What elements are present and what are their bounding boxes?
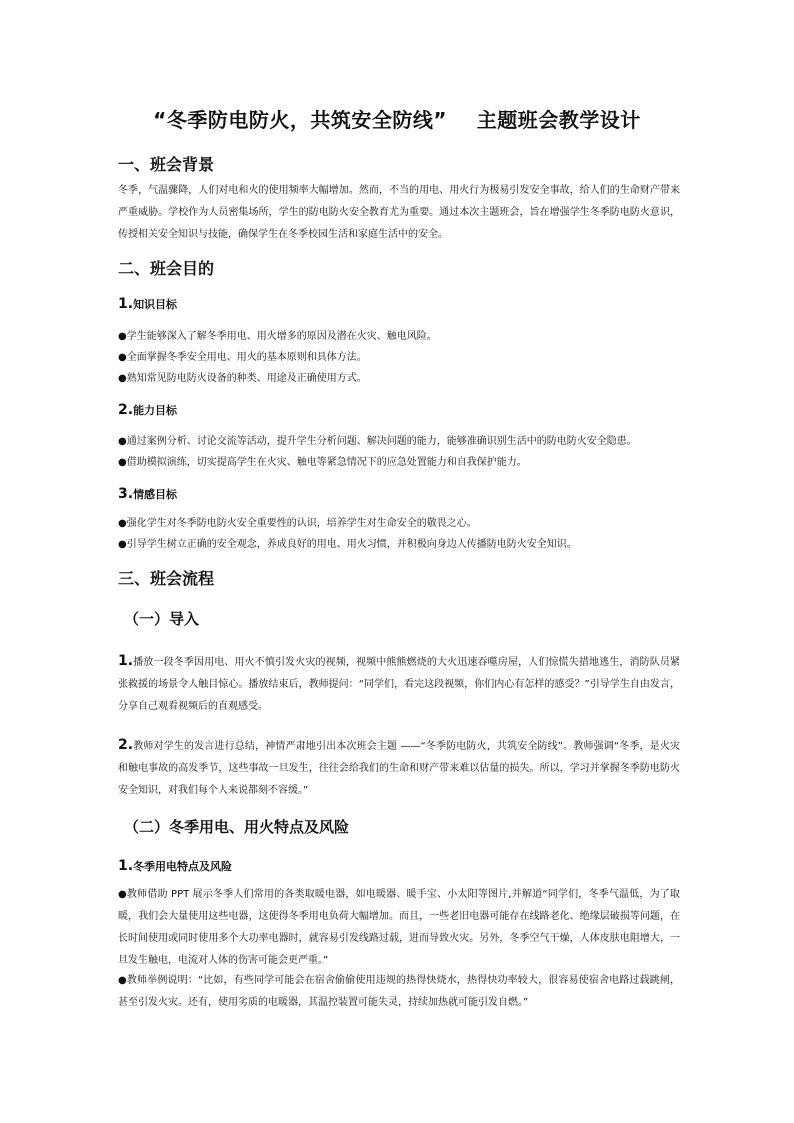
section-heading-background: 一、班会背景 — [118, 155, 215, 174]
list-item: ●全面掌握冬季安全用电、用火的基本原则和具体方法。 — [118, 352, 367, 363]
risk-paragraph-1: ●教师借助 PPT 展示冬季人们常用的各类取暖电器，如电暖器、暖手宝、小太阳等图片,并解道“同学们，冬季气温低，为了取暖，我们会大量使用这些电器，这使得冬季用电负荷大幅增加。而且，一些老旧电器可能存在线路老化、绝缘层破损等问题，在长时间使用或同时使用多个大功率电器时，就容易引发线路过载，进而导致火灾。另外，冬季空气干燥，人体皮肤电阻增大，一旦发生触电，电流对人体的伤害可能会更严重。” — [118, 889, 680, 966]
risk-subheading-electricity — [118, 858, 232, 874]
goal-label: 情感目标 — [133, 488, 178, 501]
goal-heading-knowledge — [118, 296, 177, 312]
document-title: “冬季防电防火，共筑安全防线” 主题班会教学设计 — [153, 108, 641, 132]
goal-number: 2. — [118, 402, 134, 418]
intro-item-1 — [118, 650, 680, 718]
risk-paragraph-2: ●教师举例说明：“比如，有些同学可能会在宿舍偷偷使用违规的热得快烧水，热得快功率较大，很容易使宿舍电路过载跳闸，甚至引发火灾。还有，使用劣质的电暖器，其温控装置可能失灵，持续加热就可能引发自燃。” — [118, 975, 680, 1008]
list-item: ●学生能够深入了解冬季用电、用火增多的原因及潜在火灾、触电风险。 — [118, 331, 437, 342]
item-number: 1. — [118, 858, 134, 874]
intro-item-2 — [118, 734, 680, 802]
section-heading-goals: 二、班会目的 — [118, 259, 215, 278]
subsection-heading-intro: （一）导入 — [124, 610, 200, 628]
item-number: 1. — [118, 653, 134, 669]
goal-label: 能力目标 — [133, 404, 178, 417]
item-text: 播放一段冬季因用电、用火不慎引发火灾的视频，视频中熊熊燃烧的大火迅速吞噬房屋，人们惊慌失措地逃生，消防队员紧张救援的场景令人触目惊心。播放结束后，教师提问：“同学们，看完这段视频，你们内心有怎样的感受？”引导学生自由发言，分享自己观看视频后的直观感受。 — [118, 657, 680, 712]
goal-number: 1. — [118, 296, 134, 312]
list-item: ●强化学生对冬季防电防火安全重要性的认识，培养学生对生命安全的敬畏之心。 — [118, 518, 477, 529]
goal-label: 知识目标 — [133, 298, 178, 311]
subheading-label: 冬季用电特点及风险 — [133, 860, 233, 873]
list-item: ●引导学生树立正确的安全观念，养成良好的用电、用火习惯，并积极向身边人传播防电防火安全知识。 — [118, 539, 577, 550]
list-item: ●熟知常见防电防火设备的种类、用途及正确使用方式。 — [118, 373, 367, 384]
background-paragraph: 冬季，气温骤降，人们对电和火的使用频率大幅增加。然而，不当的用电、用火行为极易引发安全事故，给人们的生命财产带来严重威胁。学校作为人员密集场所，学生的防电防火安全教育尤为重要。通过本次主题班会，旨在增强学生冬季防电防火意识，传授相关安全知识与技能，确保学生在冬季校园生活和家庭生活中的安全。 — [118, 185, 680, 240]
goal-heading-ability — [118, 402, 177, 418]
list-item: ●通过案例分析、讨论交流等活动，提升学生分析问题、解决问题的能力，能够准确识别生活中的防电防火安全隐患。 — [118, 436, 637, 447]
subsection-heading-risks: （二）冬季用电、用火特点及风险 — [124, 818, 350, 836]
item-number: 2. — [118, 737, 134, 753]
goal-number: 3. — [118, 486, 134, 502]
item-text: 教师对学生的发言进行总结，神情严肃地引出本次班会主题 ——“冬季防电防火，共筑安全防线”。教师强调“冬季，是火灾和触电事故的高发季节，这些事故一旦发生，往往会给我们的生命和财产带来难以估量的损失。所以，学习并掌握冬季防电防火安全知识，对我们每个人来说都刻不容缓。” — [118, 741, 680, 796]
goal-heading-emotion — [118, 486, 177, 502]
list-item: ●借助模拟演练，切实提高学生在火灾、触电等紧急情况下的应急处置能力和自我保护能力。 — [118, 457, 527, 468]
section-heading-process: 三、班会流程 — [118, 569, 215, 588]
